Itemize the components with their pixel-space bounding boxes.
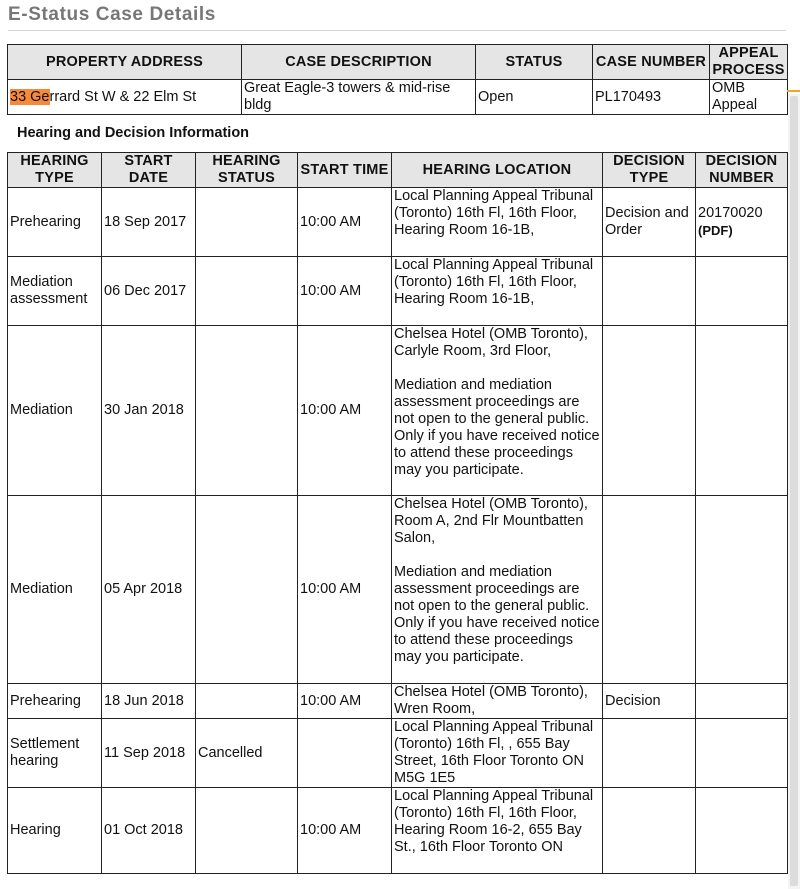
hearing-row — [8, 188, 788, 257]
start-time-cell: 10:00 AM — [298, 684, 392, 719]
start-time-cell: 10:00 AM — [298, 788, 392, 874]
page-title: E-Status Case Details — [8, 4, 216, 25]
mediation-privacy-note: Mediation and mediation assessment proceedings are not open to the general public. Only if you have received notice to attend these proceedings may you participate. — [394, 377, 600, 478]
title-divider — [8, 30, 786, 31]
header-hearing-type: HEARING TYPE — [8, 153, 102, 188]
status-cell: Open — [476, 80, 593, 115]
decision-type-cell — [603, 788, 696, 874]
decision-number-cell — [696, 326, 788, 496]
property-address-cell — [8, 80, 242, 115]
hearing-type-cell: Settlement hearing — [8, 719, 102, 788]
start-date-cell: 05 Apr 2018 — [102, 496, 196, 684]
decision-number-cell — [696, 684, 788, 719]
hearing-type-cell: Hearing — [8, 788, 102, 874]
decision-pdf-link[interactable]: (PDF) — [698, 223, 733, 238]
hearing-row — [8, 719, 788, 788]
hearing-location-cell: Local Planning Appeal Tribunal (Toronto) 16th Fl, , 655 Bay Street, 16th Floor Toronto ON M5G 1E5 — [392, 719, 603, 788]
hearing-status-cell — [196, 257, 298, 326]
hearing-status-cell — [196, 326, 298, 496]
hearing-status-cell: Cancelled — [196, 719, 298, 788]
hearing-location-cell: Local Planning Appeal Tribunal (Toronto) 16th Fl, 16th Floor, Hearing Room 16-1B, — [392, 188, 603, 257]
header-case-number: CASE NUMBER — [593, 45, 710, 80]
header-start-time: START TIME — [298, 153, 392, 188]
mediation-privacy-note: Mediation and mediation assessment proceedings are not open to the general public. Only if you have received notice to attend these proceedings may you participate. — [394, 564, 600, 665]
hearing-row — [8, 684, 788, 719]
hearing-location-address: Chelsea Hotel (OMB Toronto), Carlyle Room, 3rd Floor, — [394, 326, 588, 359]
decision-number-cell — [696, 719, 788, 788]
hearing-location-address: Chelsea Hotel (OMB Toronto), Room A, 2nd Flr Mountbatten Salon, — [394, 496, 588, 546]
start-date-cell: 18 Jun 2018 — [102, 684, 196, 719]
hearing-row — [8, 326, 788, 496]
hearing-type-cell: Prehearing — [8, 684, 102, 719]
hearing-location-cell: Local Planning Appeal Tribunal (Toronto) 16th Fl, 16th Floor, Hearing Room 16-2, 655 Bay St., 16th Floor Toronto ON — [392, 788, 603, 874]
hearing-type-cell: Prehearing — [8, 188, 102, 257]
decision-number-cell — [696, 788, 788, 874]
hearing-decision-table — [7, 152, 788, 874]
hearing-status-cell — [196, 496, 298, 684]
hearing-row — [8, 788, 788, 874]
header-status: STATUS — [476, 45, 593, 80]
orange-accent-line — [787, 90, 800, 92]
start-date-cell: 18 Sep 2017 — [102, 188, 196, 257]
hearing-status-cell — [196, 188, 298, 257]
decision-type-cell: Decision — [603, 684, 696, 719]
decision-type-cell — [603, 326, 696, 496]
hearing-location-cell — [392, 326, 603, 496]
start-date-cell: 30 Jan 2018 — [102, 326, 196, 496]
hearing-location-cell: Chelsea Hotel (OMB Toronto), Wren Room, — [392, 684, 603, 719]
decision-number-cell — [696, 188, 788, 257]
hearing-location-cell — [392, 496, 603, 684]
start-time-cell: 10:00 AM — [298, 326, 392, 496]
hearing-status-cell — [196, 684, 298, 719]
header-start-date: START DATE — [102, 153, 196, 188]
case-row — [8, 80, 788, 115]
start-date-cell: 11 Sep 2018 — [102, 719, 196, 788]
start-time-cell: 10:00 AM — [298, 188, 392, 257]
scrollbar-thumb[interactable] — [790, 96, 798, 886]
hearing-status-cell — [196, 788, 298, 874]
start-date-cell: 06 Dec 2017 — [102, 257, 196, 326]
decision-type-cell — [603, 496, 696, 684]
header-property-address: PROPERTY ADDRESS — [8, 45, 242, 80]
start-time-cell: 10:00 AM — [298, 496, 392, 684]
decision-type-cell — [603, 719, 696, 788]
start-date-cell: 01 Oct 2018 — [102, 788, 196, 874]
start-time-cell: 10:00 AM — [298, 257, 392, 326]
header-decision-type: DECISION TYPE — [603, 153, 696, 188]
decision-number-cell — [696, 257, 788, 326]
case-description-cell: Great Eagle-3 towers & mid-rise bldg — [242, 80, 476, 115]
decision-number-cell — [696, 496, 788, 684]
hearing-row — [8, 257, 788, 326]
hearing-type-cell: Mediation — [8, 496, 102, 684]
address-search-highlight: 33 Ge — [10, 88, 50, 105]
hearing-row — [8, 496, 788, 684]
appeal-process-cell: OMB Appeal — [710, 80, 788, 115]
hearing-location-cell: Local Planning Appeal Tribunal (Toronto) 16th Fl, 16th Floor, Hearing Room 16-1B, — [392, 257, 603, 326]
hearing-type-cell: Mediation — [8, 326, 102, 496]
header-case-description: CASE DESCRIPTION — [242, 45, 476, 80]
decision-number: 20170020 — [698, 205, 763, 221]
case-number-cell: PL170493 — [593, 80, 710, 115]
header-appeal-process: APPEAL PROCESS — [710, 45, 788, 80]
header-decision-number: DECISION NUMBER — [696, 153, 788, 188]
hearing-type-cell: Mediation assessment — [8, 257, 102, 326]
address-text: rrard St W & 22 Elm St — [49, 88, 197, 105]
case-summary-table — [7, 44, 788, 115]
decision-type-cell — [603, 257, 696, 326]
start-time-cell — [298, 719, 392, 788]
header-hearing-location: HEARING LOCATION — [392, 153, 603, 188]
header-hearing-status: HEARING STATUS — [196, 153, 298, 188]
hearing-section-title: Hearing and Decision Information — [17, 125, 250, 141]
decision-type-cell: Decision and Order — [603, 188, 696, 257]
